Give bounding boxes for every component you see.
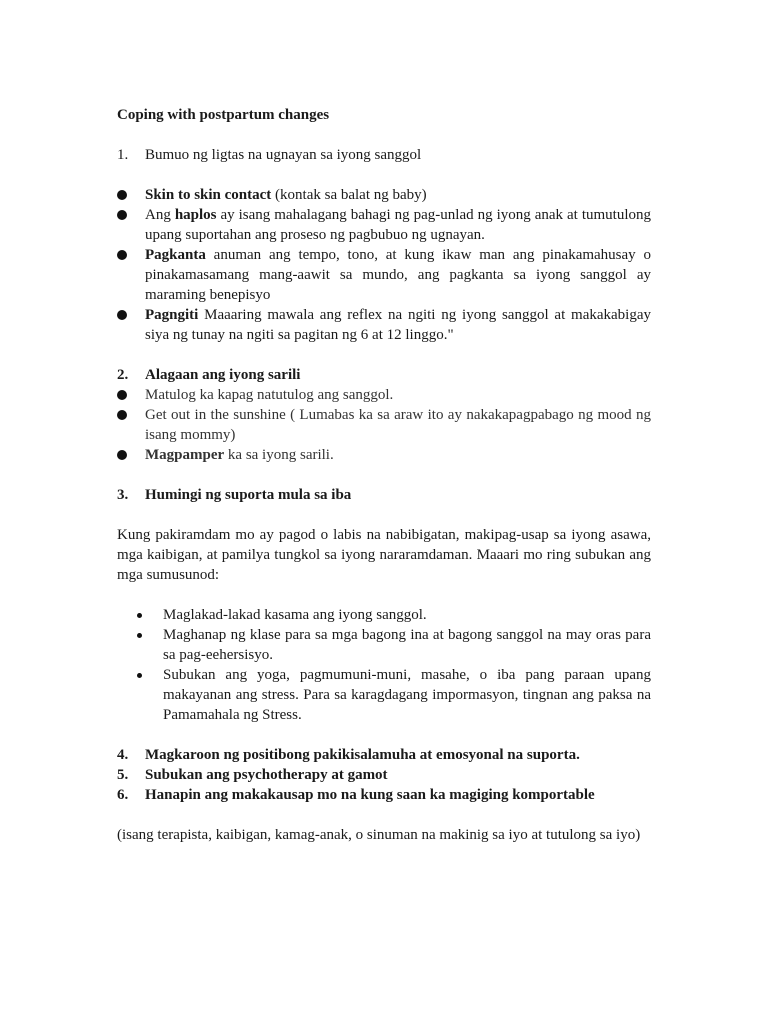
bullet-icon (117, 445, 145, 465)
section-2-number: 2. (117, 367, 129, 383)
bullet-icon (137, 625, 163, 665)
list-item: Maglakad-lakad kasama ang iyong sanggol. (137, 605, 651, 625)
bullet-icon (117, 405, 145, 445)
list-item: Subukan ang yoga, pagmumuni-muni, masahe, o iba pang paraan upang makayanan ang stress. Para sa karagdagang impormasyon, tingnan ang paksa na Pamamahala ng Stress. (137, 665, 651, 725)
section-4-heading (117, 745, 651, 765)
bullet-icon (117, 245, 145, 305)
bullet-icon (137, 665, 163, 725)
bullet-icon (117, 305, 145, 345)
list-item: Skin to skin contact (kontak sa balat ng baby) (117, 185, 651, 205)
list-item: Pagngiti Maaaring mawala ang reflex na ngiti ng iyong sanggol at makakabigay siya ng tunay na ngiti sa pagitan ng 6 at 12 linggo." (117, 305, 651, 345)
section-1-number: 1. (117, 147, 129, 163)
section-3-title: Humingi ng suporta mula sa iba (145, 487, 352, 503)
section-6-number: 6. (117, 787, 129, 803)
section-4-number: 4. (117, 747, 129, 763)
list-item: Ang haplos ay isang mahalagang bahagi ng pag-unlad ng iyong anak at tumutulong upang suportahan ang proseso ng pagbubuo ng ugnayan. (117, 205, 651, 245)
section-1-list (117, 185, 651, 345)
section-6-heading (117, 785, 651, 805)
bullet-icon (137, 605, 163, 625)
section-5-title: Subukan ang psychotherapy at gamot (145, 767, 388, 783)
list-item: Pagkanta anuman ang tempo, tono, at kung ikaw man ang pinakamahusay o pinakamasamang mang-aawit sa mundo, ang pagkanta sa iyong sanggol ay maraming benepisyo (117, 245, 651, 305)
section-5-heading (117, 765, 651, 785)
bullet-icon (117, 185, 145, 205)
section-2-title: Alagaan ang iyong sarili (145, 367, 301, 383)
section-4-title: Magkaroon ng positibong pakikisalamuha at emosyonal na suporta. (145, 747, 580, 763)
document-page (117, 105, 651, 845)
section-2-list (117, 385, 651, 465)
section-5-number: 5. (117, 767, 129, 783)
section-3-heading (117, 485, 651, 505)
list-item: Matulog ka kapag natutulog ang sanggol. (117, 385, 651, 405)
section-3-number: 3. (117, 487, 129, 503)
section-6-title: Hanapin ang makakausap mo na kung saan ka magiging komportable (145, 787, 595, 803)
document-title: Coping with postpartum changes (117, 107, 330, 123)
section-3-list (117, 605, 651, 725)
bullet-icon (117, 205, 145, 245)
bullet-icon (117, 385, 145, 405)
section-2-heading (117, 365, 651, 385)
closing-paragraph: (isang terapista, kaibigan, kamag-anak, o sinuman na makinig sa iyo at tutulong sa iyo) (117, 827, 641, 843)
list-item: Get out in the sunshine ( Lumabas ka sa araw ito ay nakakapagpabago ng mood ng isang mommy) (117, 405, 651, 445)
list-item: Maghanap ng klase para sa mga bagong ina at bagong sanggol na may oras para sa pag-eehersisyo. (137, 625, 651, 665)
section-3-paragraph: Kung pakiramdam mo ay pagod o labis na nabibigatan, makipag-usap sa iyong asawa, mga kaibigan, at pamilya tungkol sa iyong nararamdaman. Maaari mo ring subukan ang mga sumusunod: (117, 527, 651, 583)
section-1-title: Bumuo ng ligtas na ugnayan sa iyong sanggol (145, 147, 422, 163)
list-item: Magpamper ka sa iyong sarili. (117, 445, 651, 465)
section-1-heading (117, 145, 651, 165)
